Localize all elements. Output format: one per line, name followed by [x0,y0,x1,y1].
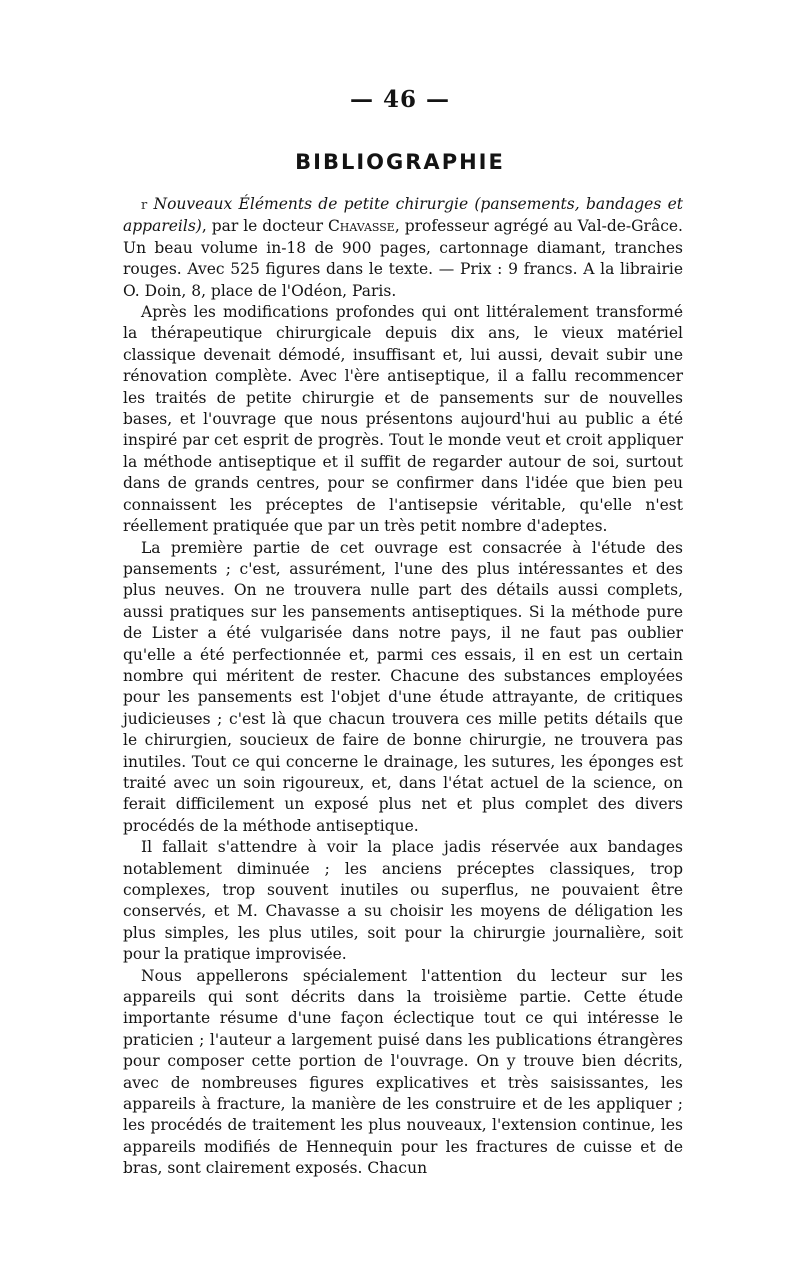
entry-text-after-author: , professeur agrégé au Val-de-Grâce. Un beau volume in-18 de 900 pages, cartonnage diamant, tranches rouges. Avec 525 figures dans le texte. — Prix : 9 francs. A la librairie O. Doin, 8, place de l'Odéon, Paris. [123,217,683,300]
bibliography-entry [123,194,683,302]
paragraph: Après les modifications profondes qui ont littéralement transformé la thérapeutique chirurgicale depuis dix ans, le vieux matériel classique devenait démodé, insuffisant et, lui aussi, devait subir une rénovation complète. Avec l'ère antiseptique, il a fallu recommencer les traités de petite chirurgie et de pansements sur de nouvelles bases, et l'ouvrage que nous présentons aujourd'hui au public a été inspiré par cet esprit de progrès. Tout le monde veut et croit appliquer la méthode antiseptique et il suffit de regarder autour de soi, surtout dans de grands centres, pour se confirmer dans l'idée que bien peu connaissent les préceptes de l'antisepsie véritable, qu'elle n'est réellement pratiquée que par un très petit nombre d'adeptes. [123,303,683,536]
section-heading: BIBLIOGRAPHIE [295,150,505,174]
author-name: Chavasse [327,217,395,236]
paragraph: Nous appellerons spécialement l'attention du lecteur sur les appareils qui sont décrits dans la troisième partie. Cette étude importante résume d'une façon éclectique tout ce qui intéresse le praticien ; l'auteur a largement puisé dans les publications étrangères pour composer cette portion de l'ouvrage. On y trouve bien décrits, avec de nombreuses figures explicatives et très saisissantes, les appareils à fracture, la manière de les construire et de les appliquer ; les procédés de traitement les plus nouveaux, l'extension continue, les appareils modifiés de Hennequin pour les fractures de cuisse et de bras, sont clairement exposés. Chacun [123,966,683,1178]
book-title: Nouveaux Éléments de petite chirurgie (pansements, bandages et appareils) [123,195,683,236]
paragraph: La première partie de cet ouvrage est consacrée à l'étude des pansements ; c'est, assurément, l'une des plus intéressantes et des plus neuves. On ne trouvera nulle part des détails aussi complets, aussi pratiques sur les pansements antiseptiques. Si la méthode pure de Lister a été vulgarisée dans notre pays, il ne faut pas oublier qu'elle a été perfectionnée et, parmi ces essais, il en est un certain nombre qui méritent de rester. Chacune des substances employées pour les pansements est l'objet d'une étude attrayante, de critiques judicieuses ; c'est là que chacun trouvera ces mille petits détails que le chirurgien, soucieux de faire de bonne chirurgie, ne trouvera pas inutiles. Tout ce qui concerne le drainage, les sutures, les éponges est traité avec un soin rigoureux, et, dans l'état actuel de la science, on ferait difficilement un exposé plus net et plus complet des divers procédés de la méthode antiseptique. [123,538,683,835]
body-text [123,194,683,1180]
entry-text-before-author: , par le docteur [201,217,328,236]
paragraph: Il fallait s'attendre à voir la place jadis réservée aux bandages notablement diminuée ; les anciens préceptes classiques, trop complexes, trop souvent inutiles ou superflus, ne pouvaient être conservés, et M. Chavasse a su choisir les moyens de déligation les plus simples, les plus utiles, soit pour la chirurgie journalière, soit pour la pratique improvisée. [123,838,683,964]
margin-mark: r [141,198,148,213]
page-number: — 46 — [349,86,451,113]
